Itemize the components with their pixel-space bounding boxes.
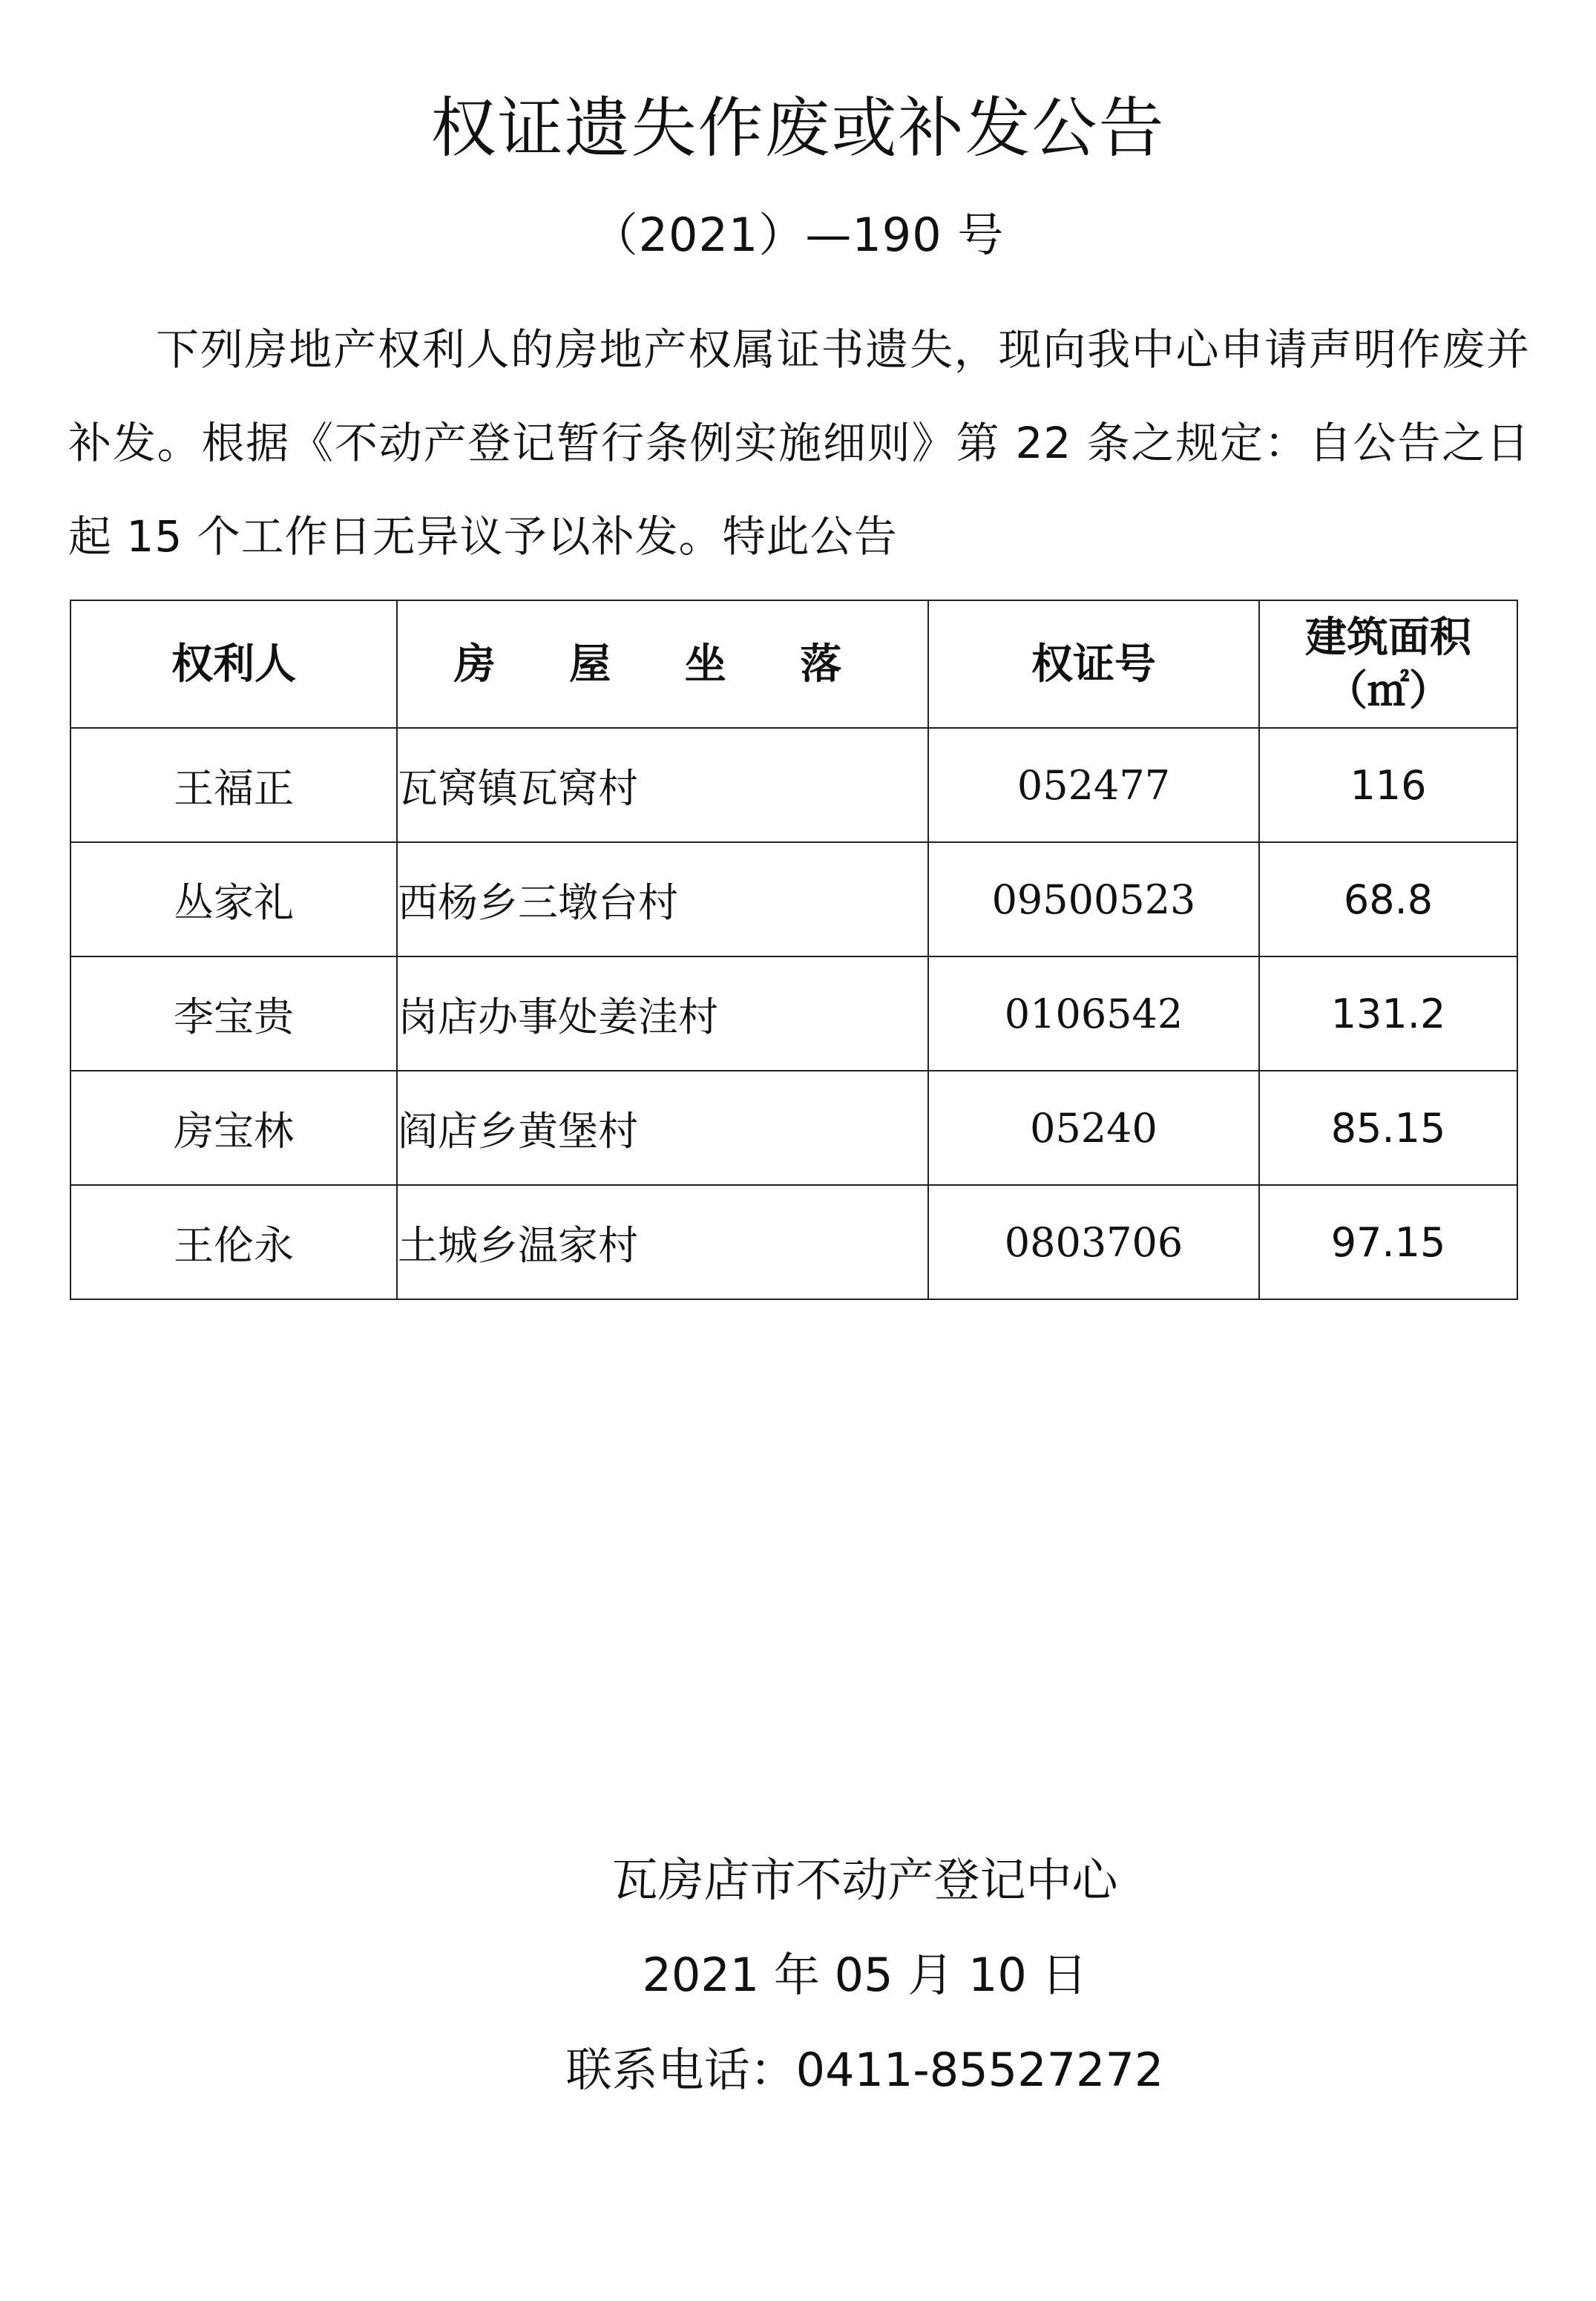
table-row xyxy=(70,1071,1517,1185)
header-area-line1: 建筑面积 xyxy=(1305,613,1471,662)
cell-owner: 李宝贵 xyxy=(70,956,397,1071)
cell-owner: 王福正 xyxy=(70,728,397,842)
cell-cert-no: 0106542 xyxy=(928,956,1259,1071)
cell-location: 瓦窝镇瓦窝村 xyxy=(397,728,928,842)
records-table xyxy=(70,600,1518,1300)
header-location xyxy=(397,600,928,728)
cell-cert-no: 05240 xyxy=(928,1071,1259,1185)
table-header-row xyxy=(70,600,1517,728)
cell-owner: 丛家礼 xyxy=(70,842,397,956)
table-row xyxy=(70,842,1517,956)
cell-area: 68.8 xyxy=(1259,842,1517,956)
table-row xyxy=(70,728,1517,842)
cell-area: 97.15 xyxy=(1259,1185,1517,1299)
signature-block xyxy=(0,1833,1596,2118)
cell-owner: 王伦永 xyxy=(70,1185,397,1299)
cell-area: 116 xyxy=(1259,728,1517,842)
cell-area: 85.15 xyxy=(1259,1071,1517,1185)
cell-cert-no: 09500523 xyxy=(928,842,1259,956)
header-area xyxy=(1259,600,1517,728)
header-area-line2: （㎡） xyxy=(1326,666,1451,715)
cell-owner: 房宝林 xyxy=(70,1071,397,1185)
notice-body: 下列房地产权利人的房地产权属证书遗失，现向我中心申请声明作废并补发。根据《不动产登记暂行条例实施细则》第 22 条之规定：自公告之日起 15 个工作日无异议予以补发。特此公告 xyxy=(68,324,1530,562)
cell-area: 131.2 xyxy=(1259,956,1517,1071)
header-location-label: 房 屋 坐 落 xyxy=(453,640,872,689)
cell-location: 土城乡温家村 xyxy=(397,1185,928,1299)
cell-cert-no: 052477 xyxy=(928,728,1259,842)
cell-cert-no: 0803706 xyxy=(928,1185,1259,1299)
table-row xyxy=(70,1185,1517,1299)
issue-date: 2021 年 05 月 10 日 xyxy=(642,1948,1088,2002)
cell-location: 西杨乡三墩台村 xyxy=(397,842,928,956)
contact-phone: 联系电话：0411-85527272 xyxy=(565,2043,1164,2097)
header-cert-no: 权证号 xyxy=(928,600,1259,728)
table-row xyxy=(70,956,1517,1071)
notice-number: （2021）—190 号 xyxy=(591,208,1005,262)
cell-location: 岗店办事处姜洼村 xyxy=(397,956,928,1071)
page-title: 权证遗失作废或补发公告 xyxy=(430,90,1166,166)
issuing-organization: 瓦房店市不动产登记中心 xyxy=(611,1853,1118,1907)
header-owner: 权利人 xyxy=(70,600,397,728)
cell-location: 阎店乡黄堡村 xyxy=(397,1071,928,1185)
